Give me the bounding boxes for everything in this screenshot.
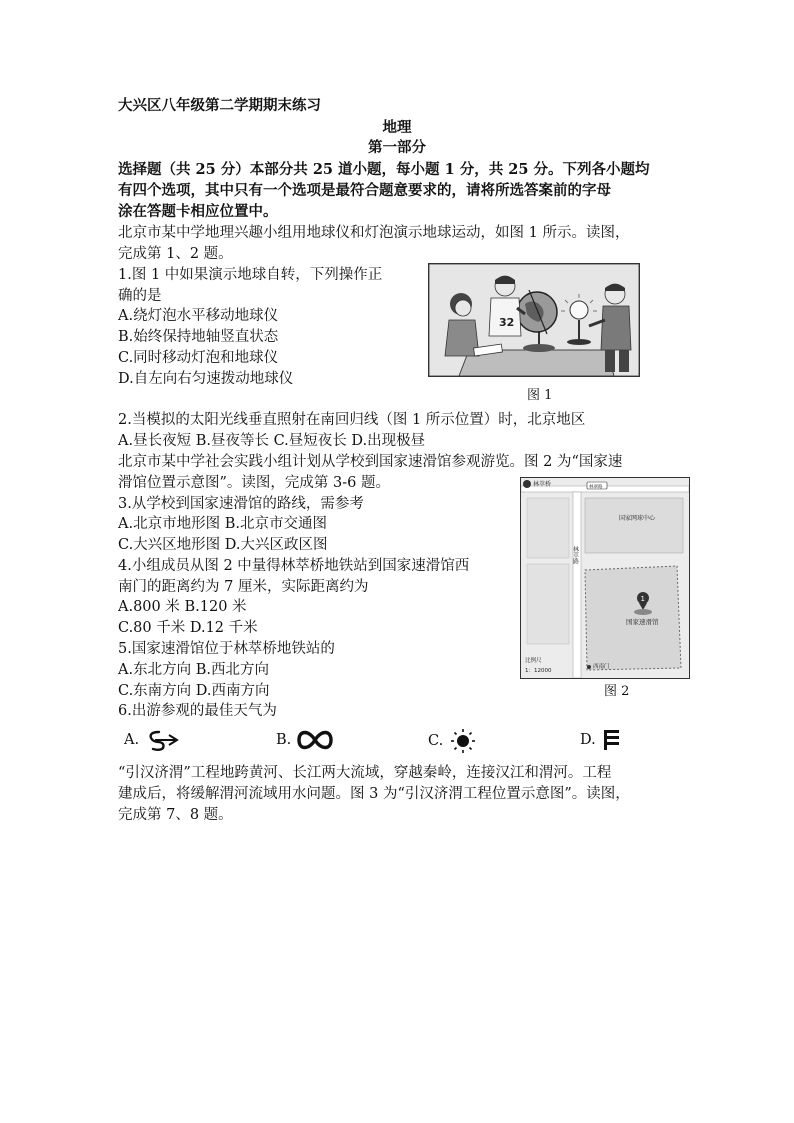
q1-option-c: C.同时移动灯泡和地球仪 [118, 350, 279, 366]
document-title: 大兴区八年级第二学期期末练习 [118, 97, 321, 114]
q4-stem-line-2: 南门的距离约为 7 厘米，实际距离约为 [118, 579, 369, 595]
figure2-tennis-label: 国家网球中心 [619, 515, 656, 522]
q6-option-c-label: C. [428, 733, 444, 749]
q2-stem: 2.当模拟的太阳光线垂直照射在南回归线（图 1 所示位置）时，北京地区 [118, 412, 586, 428]
q6-stem: 6.出游参观的最佳天气为 [118, 703, 277, 719]
figure2-scale-label: 比例尺 [525, 658, 542, 664]
q6-option-a-label: A. [124, 732, 140, 748]
figure1-caption: 图 1 [527, 388, 553, 403]
q4-options-row-2: C.80 千米 D.12 千米 [118, 620, 258, 636]
intro3-line-2: 建成后，将缓解渭河流域用水问题。图 3 为“引汉济渭工程位置示意图”。读图， [118, 786, 630, 802]
q6-option-d-label: D. [580, 732, 596, 748]
figure1-drawing [429, 264, 639, 376]
intro1-line-2: 完成第 1、2 题。 [118, 246, 233, 262]
q6-option-d [580, 728, 622, 752]
q6-options [118, 728, 638, 754]
figure2-road-label: 林萃路 [571, 546, 579, 564]
intro2-line-2: 滑馆位置示意图”。读图，完成第 3-6 题。 [118, 475, 390, 491]
figure2-map [520, 477, 690, 679]
wind-icon [145, 728, 179, 752]
intro2-line-1: 北京市某中学社会实践小组计划从学校到国家速滑馆参观游览。图 2 为“国家速 [118, 454, 623, 470]
figure2-drawing [521, 478, 689, 678]
figure2-scale-value: 1：12000 [525, 668, 552, 674]
q6-option-c [428, 728, 477, 754]
q1-stem-line-2: 确的是 [118, 288, 162, 304]
intro1-line-1: 北京市某中学地理兴趣小组用地球仪和灯泡演示地球运动，如图 1 所示。读图， [118, 225, 630, 241]
q1-option-d: D.自左向右匀速拨动地球仪 [118, 371, 294, 387]
sunny-icon [449, 728, 477, 754]
figure2-caption: 图 2 [604, 684, 630, 699]
figure2-marker-number: 1 [640, 595, 645, 603]
instructions-line-1: 选择题（共 25 分）本部分共 25 道小题，每小题 1 分，共 25 分。下列各小题均 [118, 161, 650, 178]
wind-scale-icon [602, 728, 622, 752]
figure1-illustration [428, 263, 640, 377]
intro3-line-1: “引汉济渭”工程地跨黄河、长江两大流域，穿越秦岭，连接汉江和渭河。工程 [118, 765, 612, 781]
q5-stem: 5.国家速滑馆位于林萃桥地铁站的 [118, 641, 335, 657]
q2-options: A.昼长夜短 B.昼夜等长 C.昼短夜长 D.出现极昼 [118, 433, 426, 449]
figure1-jersey-number: 32 [499, 316, 515, 329]
subject-title: 地理 [382, 119, 412, 136]
intro3-line-3: 完成第 7、8 题。 [118, 807, 233, 823]
q1-option-b: B.始终保持地轴竖直状态 [118, 329, 279, 345]
q5-options-row-2: C.东南方向 D.西南方向 [118, 683, 270, 699]
instructions-line-2: 有四个选项，其中只有一个选项是最符合题意要求的，请将所选答案前的字母 [118, 182, 611, 199]
haze-icon [297, 728, 333, 752]
q6-option-a [124, 728, 179, 752]
q6-option-b-label: B. [276, 732, 292, 748]
q6-option-b [276, 728, 333, 752]
q1-stem-line-1: 1.图 1 中如果演示地球自转，下列操作正 [118, 267, 383, 283]
q4-options-row-1: A.800 米 B.120 米 [118, 599, 247, 615]
q4-stem-line-1: 4.小组成员从图 2 中量得林萃桥地铁站到国家速滑馆西 [118, 558, 470, 574]
figure2-road-sign: 林翠路 [589, 485, 603, 490]
q3-options-row-2: C.大兴区地形图 D.大兴区政区图 [118, 537, 328, 553]
q3-options-row-1: A.北京市地形图 B.北京市交通图 [118, 516, 327, 532]
instructions-line-3: 涂在答题卡相应位置中。 [118, 203, 278, 220]
part-title: 第一部分 [368, 139, 426, 156]
figure2-venue-label: 国家速滑馆 [626, 618, 659, 626]
q1-option-a: A.绕灯泡水平移动地球仪 [118, 308, 279, 324]
q5-options-row-1: A.东北方向 B.西北方向 [118, 662, 269, 678]
figure2-gate-label: 西南门 [593, 664, 610, 670]
q3-stem: 3.从学校到国家速滑馆的路线，需参考 [118, 496, 364, 512]
figure2-station-label: 林萃桥 [533, 481, 552, 488]
